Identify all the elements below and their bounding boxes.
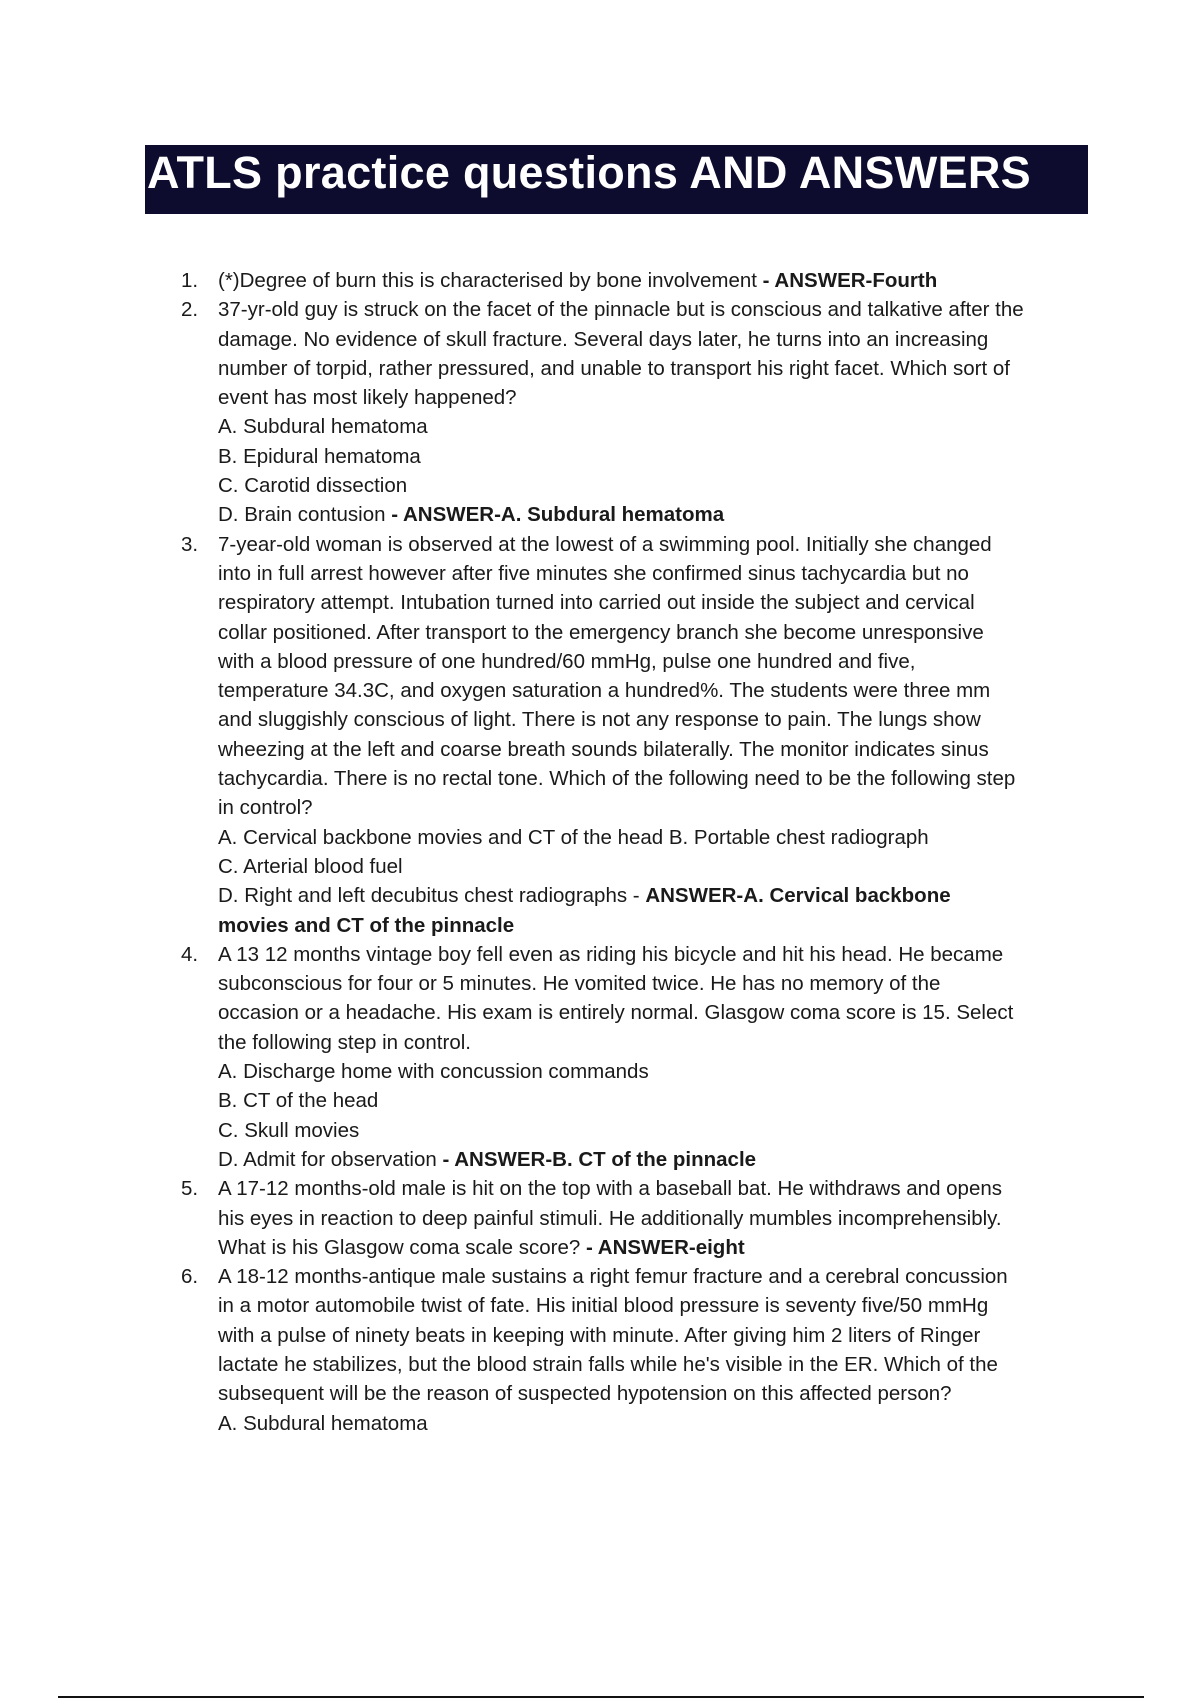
question-number: 3. [181, 532, 199, 556]
question-text: in control? [218, 796, 313, 820]
question-line [218, 647, 1095, 676]
page-title: ATLS practice questions AND ANSWERS [147, 147, 1031, 198]
footer-divider [58, 1696, 1144, 1698]
question-line [218, 266, 1095, 295]
question-text: A. Cervical backbone movies and CT of the head B. Portable chest radiograph [218, 825, 929, 849]
question-line [218, 354, 1095, 383]
question-text: (*)Degree of burn this is characterised by bone involvement [218, 269, 763, 292]
question-line [218, 1409, 1095, 1438]
question-text: temperature 34.3C, and oxygen saturation a hundred%. The students were three mm [218, 679, 991, 703]
answer-text: ANSWER-A. Cervical backbone [645, 884, 951, 908]
question-line [218, 1145, 1095, 1174]
question-line [218, 823, 1095, 852]
question-line [218, 1204, 1095, 1233]
question-text: event has most likely happened? [218, 386, 517, 410]
question-number: 1. [181, 269, 199, 292]
answer-text: - ANSWER-Fourth [762, 269, 938, 292]
question-line [218, 530, 1095, 559]
question-text: his eyes in reaction to deep painful stimuli. He additionally mumbles incomprehensibly. [218, 1206, 1002, 1230]
question-item [155, 1262, 1095, 1438]
question-text: subsequent will be the reason of suspected hypotension on this affected person? [218, 1382, 952, 1406]
question-line [218, 1174, 1095, 1203]
question-line [218, 969, 1095, 998]
question-text: and sluggishly conscious of light. There is not any response to pain. The lungs show [218, 708, 981, 732]
question-text: occasion or a headache. His exam is entirely normal. Glasgow coma score is 15. Select [218, 1001, 1014, 1025]
question-line [218, 1057, 1095, 1086]
question-line [218, 412, 1095, 441]
question-line [218, 500, 1095, 529]
question-text: D. Admit for observation [218, 1147, 443, 1171]
question-text: tachycardia. There is no rectal tone. Which of the following need to be the following step [218, 767, 1016, 791]
question-text: A 13 12 months vintage boy fell even as riding his bicycle and hit his head. He became [218, 942, 1004, 966]
question-text: B. Epidural hematoma [218, 444, 421, 468]
question-item [155, 295, 1095, 529]
question-text: A. Subdural hematoma [218, 1411, 428, 1435]
title-banner [145, 145, 1088, 214]
question-line [218, 911, 1095, 940]
question-text: damage. No evidence of skull fracture. Several days later, he turns into an increasing [218, 327, 989, 351]
question-line [218, 588, 1095, 617]
question-text: wheezing at the left and coarse breath sounds bilaterally. The monitor indicates sinus [218, 737, 989, 761]
question-line [218, 559, 1095, 588]
question-text: A 18-12 months-antique male sustains a right femur fracture and a cerebral concussion [218, 1265, 1008, 1289]
question-line [218, 676, 1095, 705]
question-line [218, 705, 1095, 734]
question-text: respiratory attempt. Intubation turned into carried out inside the subject and cervical [218, 591, 975, 615]
question-line [218, 1379, 1095, 1408]
question-item [155, 530, 1095, 940]
question-text: into in full arrest however after five minutes she confirmed sinus tachycardia but no [218, 561, 969, 585]
question-text: 37-yr-old guy is struck on the facet of the pinnacle but is conscious and talkative after the [218, 298, 1024, 322]
question-line [218, 442, 1095, 471]
question-list-container [155, 266, 1095, 1438]
question-line [218, 1321, 1095, 1350]
question-text: subconscious for four or 5 minutes. He vomited twice. He has no memory of the [218, 972, 941, 996]
question-item [155, 1174, 1095, 1262]
question-text: with a blood pressure of one hundred/60 mmHg, pulse one hundred and five, [218, 649, 916, 673]
question-line [218, 881, 1095, 910]
answer-text: - ANSWER-A. Subdural hematoma [391, 503, 725, 527]
question-text: A. Subdural hematoma [218, 415, 428, 439]
question-line [218, 852, 1095, 881]
question-line [218, 793, 1095, 822]
question-line [218, 1086, 1095, 1115]
question-line [218, 618, 1095, 647]
question-text: with a pulse of ninety beats in keeping with minute. After giving him 2 liters of Ringer [218, 1323, 981, 1347]
question-text: collar positioned. After transport to the emergency branch she become unresponsive [218, 620, 984, 644]
question-text: number of torpid, rather pressured, and unable to transport his right facet. Which sort of [218, 356, 1010, 380]
question-line [218, 325, 1095, 354]
question-line [218, 295, 1095, 324]
question-line [218, 735, 1095, 764]
question-text: the following step in control. [218, 1030, 471, 1054]
question-text: C. Skull movies [218, 1118, 360, 1142]
question-line [218, 940, 1095, 969]
question-line [218, 998, 1095, 1027]
question-line [218, 764, 1095, 793]
question-text: 7-year-old woman is observed at the lowest of a swimming pool. Initially she changed [218, 532, 992, 556]
question-text: A. Discharge home with concussion commands [218, 1060, 649, 1084]
question-number: 6. [181, 1265, 199, 1289]
question-text: What is his Glasgow coma scale score? [218, 1235, 586, 1259]
question-text: A 17-12 months-old male is hit on the top with a baseball bat. He withdraws and opens [218, 1177, 1003, 1201]
question-line [218, 1116, 1095, 1145]
question-list [155, 266, 1095, 1438]
answer-text: movies and CT of the pinnacle [218, 913, 515, 937]
question-number: 2. [181, 298, 199, 322]
question-line [218, 1028, 1095, 1057]
question-number: 5. [181, 1177, 199, 1201]
question-text: in a motor automobile twist of fate. His initial blood pressure is seventy five/50 mmHg [218, 1294, 989, 1318]
question-text: D. Right and left decubitus chest radiographs - [218, 884, 646, 908]
question-line [218, 1291, 1095, 1320]
question-line [218, 1262, 1095, 1291]
question-text: C. Arterial blood fuel [218, 854, 403, 878]
question-line [218, 1233, 1095, 1262]
question-text: B. CT of the head [218, 1089, 379, 1113]
question-line [218, 1350, 1095, 1379]
question-text: lactate he stabilizes, but the blood strain falls while he's visible in the ER. Which of the [218, 1352, 998, 1376]
question-line [218, 471, 1095, 500]
question-item [155, 940, 1095, 1174]
answer-text: - ANSWER-eight [586, 1235, 745, 1259]
answer-text: - ANSWER-B. CT of the pinnacle [442, 1147, 757, 1171]
question-text: C. Carotid dissection [218, 474, 408, 498]
question-number: 4. [181, 942, 199, 966]
question-line [218, 383, 1095, 412]
question-item [155, 266, 1095, 295]
question-text: D. Brain contusion [218, 503, 392, 527]
